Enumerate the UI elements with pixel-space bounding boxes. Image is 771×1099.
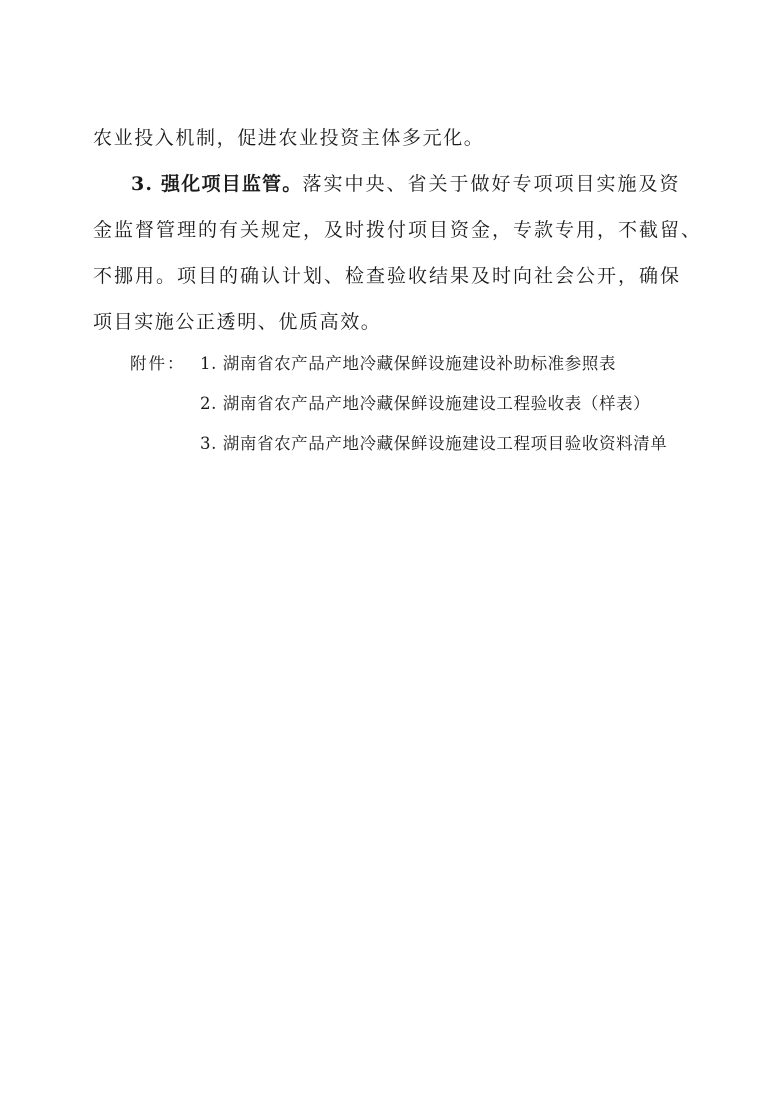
paragraph-line: 不挪用。项目的确认计划、检查验收结果及时向社会公开，确保 xyxy=(93,265,682,287)
paragraph-line: 金监督管理的有关规定，及时拨付项目资金，专款专用，不截留、 xyxy=(93,219,703,241)
paragraph-line: 农业投入机制，促进农业投资主体多元化。 xyxy=(93,127,485,149)
paragraph-item-3-first-line xyxy=(131,172,680,196)
attachments-label: 附件： xyxy=(130,354,186,373)
item-3-heading: 3. 强化项目监管。 xyxy=(131,173,303,195)
paragraph-line: 项目实施公正透明、优质高效。 xyxy=(93,311,382,333)
item-3-text: 落实中央、省关于做好专项项目实施及资 xyxy=(302,173,681,195)
attachment-item-3: 3. 湖南省农产品产地冷藏保鲜设施建设工程项目验收资料清单 xyxy=(200,434,668,453)
attachment-item-2: 2. 湖南省农产品产地冷藏保鲜设施建设工程验收表（样表） xyxy=(200,394,651,413)
attachment-item-1: 1. 湖南省农产品产地冷藏保鲜设施建设补助标准参照表 xyxy=(200,354,617,373)
